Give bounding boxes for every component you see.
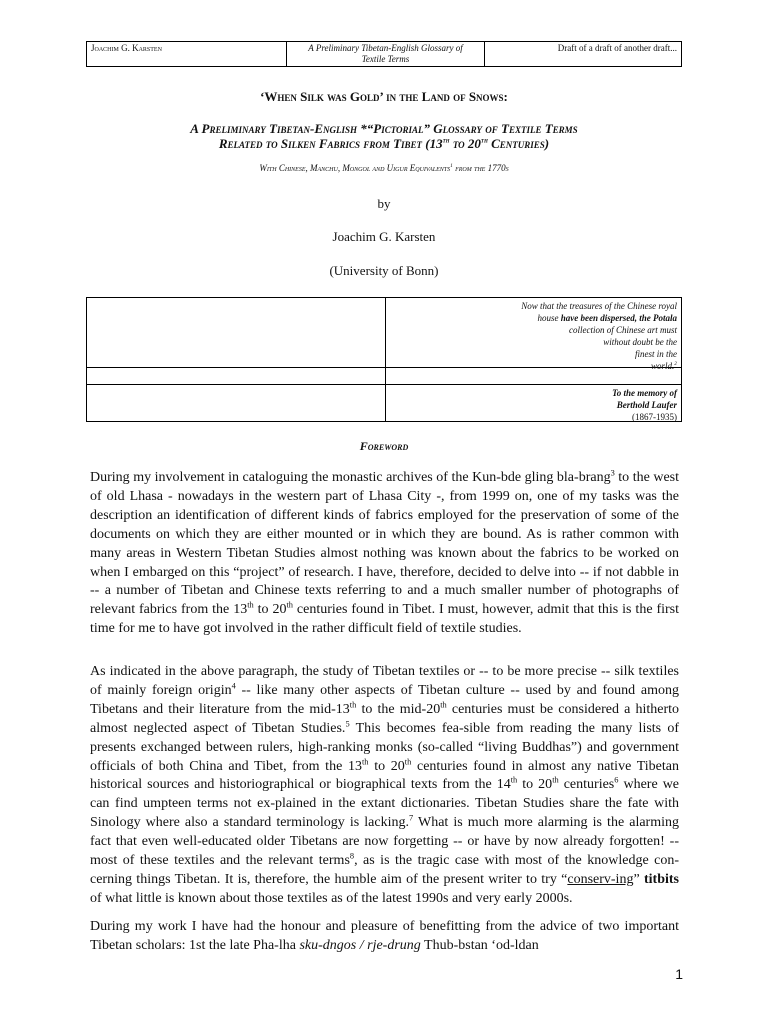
footnote-ref-7[interactable]: 7: [408, 813, 414, 823]
header-draft-note: Draft of a draft of another draft...: [557, 43, 677, 53]
paper-subtitle-line1: [0, 121, 768, 136]
text-run: centuries found in Tibet. I must, however, admit that this is the first time for me to have got involved in the rather difficult field of textile studies.: [90, 602, 680, 637]
table-rule: [87, 384, 681, 385]
footnote-ref-6[interactable]: 6: [614, 775, 619, 785]
by-line: by: [377, 196, 391, 211]
author-name: Joachim G. Karsten: [332, 229, 436, 244]
text-run: What is much more alarming is the alarming fact that even well-educated older Tibetans are now forgetting -- or have by now already forgotten! -- most of these textiles and the relevant terms: [90, 815, 679, 869]
text-run: -- like many other aspects of Tibetan culture -- used by and found among Tibetans and their literature from the mid-13: [90, 682, 680, 717]
text-run: centuries must be considered a hitherto almost neglected aspect of Tibetan Studies.: [90, 701, 680, 736]
header-title-line1: A Preliminary Tibetan-English Glossary of: [308, 43, 463, 53]
running-header: [86, 41, 682, 67]
italic-term: sku-dngos / rje-drung: [299, 937, 421, 953]
footnote-ref-5[interactable]: 5: [345, 719, 350, 729]
header-title-line2: Textile Terms: [361, 54, 410, 64]
subtitle-line2-a: Related to Silken Fabrics from Tibet (13: [218, 136, 443, 151]
equivalents-b: from the 1770s: [452, 163, 509, 173]
quote-line: house: [537, 313, 561, 323]
text-run: to the mid-20: [356, 701, 441, 717]
text-run: where we can find umpteen terms not ex-plained in the extant dictionaries. Tibetan Studies share the fate with Sinology where also a standard terminology is lacking.: [90, 777, 680, 831]
text-run: During my work I have had the honour and pleasure of benefitting from the advice of two important Tibetan scholars: 1st the late Pha-lha: [90, 919, 679, 953]
section-heading-foreword: Foreword: [359, 439, 409, 453]
subtitle-line2-b: to 20: [449, 136, 481, 151]
quote-line: finest in the: [635, 349, 677, 359]
text-run: centuries found in almost any native Tibetan historical sources and historiographical or biographical texts from the 14: [90, 758, 679, 793]
text-run: Thub-bstan ‘od-ldan: [420, 937, 539, 953]
text-run: As indicated in the above paragraph, the study of Tibetan textiles or -- to be more precise -- silk textiles of mainly foreign origin: [90, 664, 679, 698]
superscript: th: [404, 756, 412, 766]
header-title: [287, 42, 485, 66]
quote-line: Now that the treasures of the Chinese royal: [521, 301, 677, 311]
subtitle-sup2: th: [480, 135, 488, 145]
subtitle-line1-text: A Preliminary Tibetan-English *“Pictorial” Glossary of Textile Terms: [190, 121, 578, 136]
footnote-ref-8[interactable]: 8: [349, 851, 355, 861]
superscript: th: [286, 600, 293, 610]
text-run: This becomes fea-sible from reading the many lists of presents exchanged between rulers, high-ranking monks (so-called “living Buddhas”) and government officials of both China and Tibet, from the 13: [90, 720, 680, 774]
paper-subtitle-line2: [0, 136, 768, 151]
quote-emphasis: have been dispersed, the Potala: [560, 313, 677, 323]
footnote-ref-3[interactable]: 3: [610, 468, 615, 478]
superscript: th: [510, 775, 518, 785]
equivalents-a: With Chinese, Manchu, Mongol and Uigur Equivalents: [259, 163, 451, 173]
superscript: th: [247, 600, 254, 610]
equivalents-line: [0, 163, 768, 173]
subtitle-sup1: th: [442, 135, 450, 145]
superscript: th: [440, 700, 447, 710]
text-run: ”: [633, 871, 644, 887]
epigraph-quote: [477, 300, 677, 372]
dedication-dates: (1867-1935): [632, 412, 677, 422]
paper-title: ‘When Silk was Gold’ in the Land of Snows:: [260, 89, 508, 104]
superscript: th: [349, 700, 357, 710]
dedication: [477, 387, 677, 423]
bold-term: titbits: [644, 871, 679, 887]
quote-line: without doubt be the: [603, 337, 677, 347]
header-author: Joachim G. Karsten: [87, 42, 287, 66]
paragraph-2: [90, 663, 679, 909]
text-run: , as is the tragic case with most of the knowledge con-cerning things Tibetan. It is, therefore, the humble aim of the present writer to try “: [90, 853, 680, 887]
superscript: th: [552, 775, 559, 785]
footnote-ref-1[interactable]: 1: [450, 163, 453, 169]
text-run: of what little is known about those textiles as of the latest 1990s and very early 2000s.: [90, 890, 573, 906]
table-divider: [385, 298, 386, 421]
text-run: to the west of old Lhasa - nowadays in the western part of Lhasa City -, from 1999 on, one of my tasks was the description an identification of different kinds of fabrics employed for the preservation of some of the documents on which they are either mounted or in which they are bound. As is rather common with many areas in Western Tibetan Studies almost nothing was known about the fabrics to be worked on when I embarged on this “project” of research. I have, therefore, decided to delve into -- if not dabble in -- a number of Tibetan and Chinese texts referring to and a much smaller number of photographs of relevant fabrics from the 13: [90, 470, 680, 618]
text-run: centuries: [558, 777, 615, 793]
epigraph-table: [86, 297, 682, 422]
quote-line: collection of Chinese art must: [569, 325, 677, 335]
paragraph-1: [90, 469, 679, 639]
subtitle-line2-c: Centuries): [487, 136, 550, 151]
text-run: to 20: [253, 602, 287, 618]
page-number: 1: [675, 966, 683, 982]
paragraph-3: [90, 918, 679, 956]
footnote-ref-4[interactable]: 4: [231, 681, 236, 691]
text-run: During my involvement in cataloguing the monastic archives of the Kun-bde gling bla-brang: [90, 470, 611, 485]
author-affiliation: (University of Bonn): [329, 263, 439, 278]
quote-line: world.: [651, 361, 675, 371]
superscript: th: [361, 756, 369, 766]
underlined-term: conserv-ing: [567, 871, 634, 887]
text-run: to 20: [368, 758, 405, 774]
dedication-line: To the memory of: [612, 388, 677, 398]
dedication-name: Berthold Laufer: [616, 400, 677, 410]
text-run: to 20: [517, 777, 553, 793]
footnote-ref-2[interactable]: 2: [674, 361, 677, 367]
